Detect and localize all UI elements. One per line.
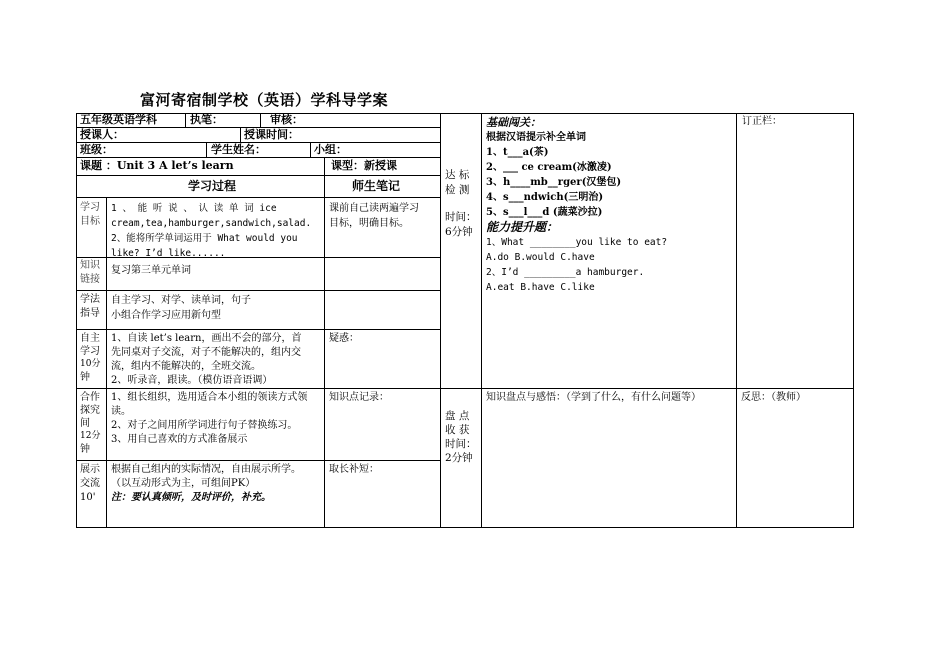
correction-label: 订正栏： (742, 116, 782, 127)
time-field: 授课时间： (244, 128, 299, 141)
basic-title: 基础闯关： (486, 116, 541, 129)
goal-label: 学习 目标 (80, 202, 100, 227)
self-label: 自主 学习 10分 钟 (80, 333, 101, 383)
page-title: 富河寄宿制学校（英语）学科导学案 (140, 91, 389, 109)
summary-text: 知识盘点与感悟：（学到了什么，有什么问题等） (486, 392, 701, 403)
method-label: 学法 指导 (80, 294, 100, 319)
author-field: 执笔： (190, 113, 223, 126)
coop-content: 1、组长组织，选用适合本小组的领读方式领 读。 2、对子之间用所学词进行句子替换练习。 3、用自己喜欢的方式准备展示 (111, 392, 308, 445)
link-content: 复习第三单元单词 (111, 265, 191, 276)
coop-label: 合作 探究 间 12分 钟 (80, 392, 101, 455)
student-field: 学生姓名： (211, 143, 266, 156)
self-content: 1、自读 let’s learn，画出不会的部分，首 先同桌对子交流，对子不能解决的，组内交 流，组内不能解决的，全班交流。 2、听录音，跟读。（模仿语音语调） (111, 333, 302, 386)
method-content: 自主学习、对学、读单词，句子 小组合作学习应用新句型 (111, 295, 251, 321)
summary-label: 盘 点 收 获 时间： 2分钟 (445, 410, 477, 464)
show-content: 根据自己组内的实际情况，自由展示所学。 （以互动形式为主，可组间PK） 注：要认真倾听，及时评价，补充。 (111, 464, 301, 503)
exercise-block: 基础闯关： 根据汉语提示补全单词 1、t___a(茶) 2、___ ce cream(冰激凌) 3、h____mb__rger(汉堡包) 4、s___ndwich(三明治) 5、s___l___d (蔬菜沙拉) 能力提升题： 1、What ________you like to eat? A.do B.would C.have 2、I’d _________a hamburger. A.eat B.have C.like (486, 116, 668, 293)
advance-title: 能力提升题： (486, 220, 559, 234)
show-label: 展示 交流 10' (80, 464, 100, 503)
process-header: 学习过程 (188, 179, 237, 193)
lesson-topic: 课题 ：Unit 3 A let’s learn (80, 159, 234, 172)
reviewer-field: 审核： (270, 113, 303, 126)
coop-note: 知识点记录： (329, 392, 389, 403)
check-label: 达 标 检 测 时间： 6分钟 (445, 169, 477, 238)
goal-content: 1 、 能 听 说 、 认 读 单 词 ice cream,tea,hamburger,sandwich,salad. 2、能将所学单词运用于 What would you like? I’d like...... (111, 203, 312, 259)
reflection-text: 反思：（教师） (741, 392, 806, 403)
show-emphasis: 注：要认真倾听，及时评价，补充。 (111, 492, 271, 503)
link-label: 知识 链接 (80, 260, 100, 285)
class-field: 班级： (80, 143, 113, 156)
self-note: 疑惑： (329, 333, 359, 344)
teacher-field: 授课人： (80, 128, 124, 141)
grade-subject: 五年级英语学科 (80, 113, 157, 126)
group-field: 小组： (314, 143, 347, 156)
show-note: 取长补短： (329, 464, 379, 475)
goal-note: 课前自己读两遍学习 目标，明确目标。 (329, 203, 419, 229)
lesson-type: 课型：新授课 (331, 159, 397, 172)
notes-header: 师生笔记 (352, 179, 401, 193)
